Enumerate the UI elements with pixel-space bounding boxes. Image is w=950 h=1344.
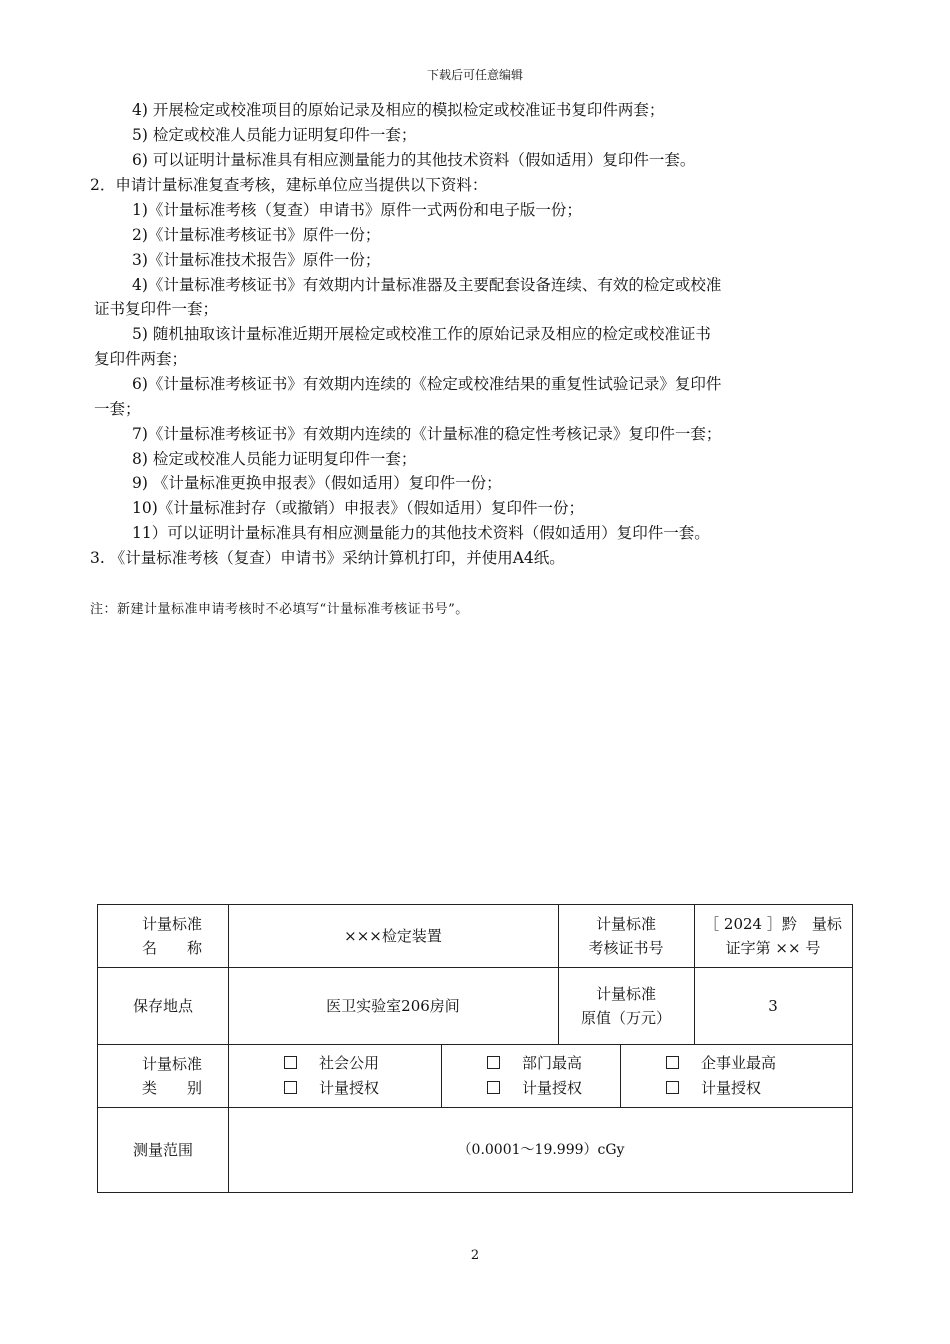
body-line: 9) 《计量标准更换申报表》（假如适用）复印件一份； [132, 474, 502, 492]
body-line: 2)《计量标准考核证书》原件一份； [132, 226, 381, 244]
body-line: 4)《计量标准考核证书》有效期内计量标准器及主要配套设备连续、有效的检定或校准 [132, 276, 722, 294]
cert-label: 计量标准 考核证书号 [588, 915, 664, 957]
checkbox-enterprise-highest[interactable]: 企事业最高 [666, 1051, 776, 1075]
checkbox-social-public[interactable]: 社会公用 [284, 1051, 379, 1075]
body-line: 3)《计量标准技术报告》原件一份； [132, 251, 381, 269]
checkbox-authorized-2[interactable]: 计量授权 [487, 1076, 582, 1100]
page-number: 2 [470, 1248, 480, 1263]
original-value: 3 [768, 996, 778, 1015]
checkbox-icon[interactable] [284, 1081, 297, 1094]
location-label: 保存地点 [132, 996, 193, 1015]
checkbox-authorized-1[interactable]: 计量授权 [284, 1076, 379, 1100]
body-line: 4) 开展检定或校准项目的原始记录及相应的模拟检定或校准证书复印件两套； [132, 101, 665, 119]
checkbox-icon[interactable] [487, 1056, 500, 1069]
page-header: 下载后可任意编辑 [426, 68, 523, 82]
checkbox-icon[interactable] [666, 1081, 679, 1094]
body-line: 6) 可以证明计量标准具有相应测量能力的其他技术资料（假如适用）复印件一套。 [132, 151, 696, 169]
checkbox-icon[interactable] [666, 1056, 679, 1069]
body-line: 5) 随机抽取该计量标准近期开展检定或校准工作的原始记录及相应的检定或校准证书 [132, 325, 711, 343]
body-line: 一套； [94, 400, 141, 418]
body-line: 证书复印件一套； [94, 300, 219, 318]
body-line: 11）可以证明计量标准具有相应测量能力的其他技术资料（假如适用）复印件一套。 [132, 524, 710, 542]
footnote: 注：新建计量标准申请考核时不必填写“计量标准考核证书号”。 [90, 602, 469, 617]
body-line: 复印件两套； [94, 350, 188, 368]
checkbox-icon[interactable] [284, 1056, 297, 1069]
body-line: 1)《计量标准考核（复查）申请书》原件一式两份和电子版一份； [132, 201, 582, 219]
checkbox-authorized-3[interactable]: 计量授权 [666, 1076, 761, 1100]
body-line: 5) 检定或校准人员能力证明复印件一套； [132, 126, 417, 144]
body-line: 10)《计量标准封存（或撤销）申报表》（假如适用）复印件一份； [132, 499, 585, 517]
range-value: （0.0001～19.999）cGy [457, 1141, 625, 1158]
location-value: 医卫实验室206房间 [326, 996, 460, 1015]
body-line: 2．申请计量标准复查考核，建标单位应当提供以下资料： [90, 176, 488, 194]
standard-info-table [97, 904, 853, 1193]
body-line: 7)《计量标准考核证书》有效期内连续的《计量标准的稳定性考核记录》复印件一套； [132, 425, 722, 443]
name-label: 计量标准 名 称 [141, 915, 202, 957]
original-value-label: 计量标准 原值（万元） [580, 984, 671, 1027]
body-line: 3. 《计量标准考核（复查）申请书》采纳计算机打印，并使用A4纸。 [90, 549, 565, 567]
category-label: 计量标准 类 别 [141, 1054, 202, 1097]
cert-value: ［ 2024 ］黔 量标 证字第 ×× 号 [704, 915, 842, 957]
name-value: ×××检定装置 [344, 927, 442, 945]
range-label: 测量范围 [132, 1140, 193, 1159]
checkbox-icon[interactable] [487, 1081, 500, 1094]
body-line: 6)《计量标准考核证书》有效期内连续的《检定或校准结果的重复性试验记录》复印件 [132, 375, 722, 393]
body-line: 8) 检定或校准人员能力证明复印件一套； [132, 450, 417, 468]
checkbox-dept-highest[interactable]: 部门最高 [487, 1051, 582, 1075]
